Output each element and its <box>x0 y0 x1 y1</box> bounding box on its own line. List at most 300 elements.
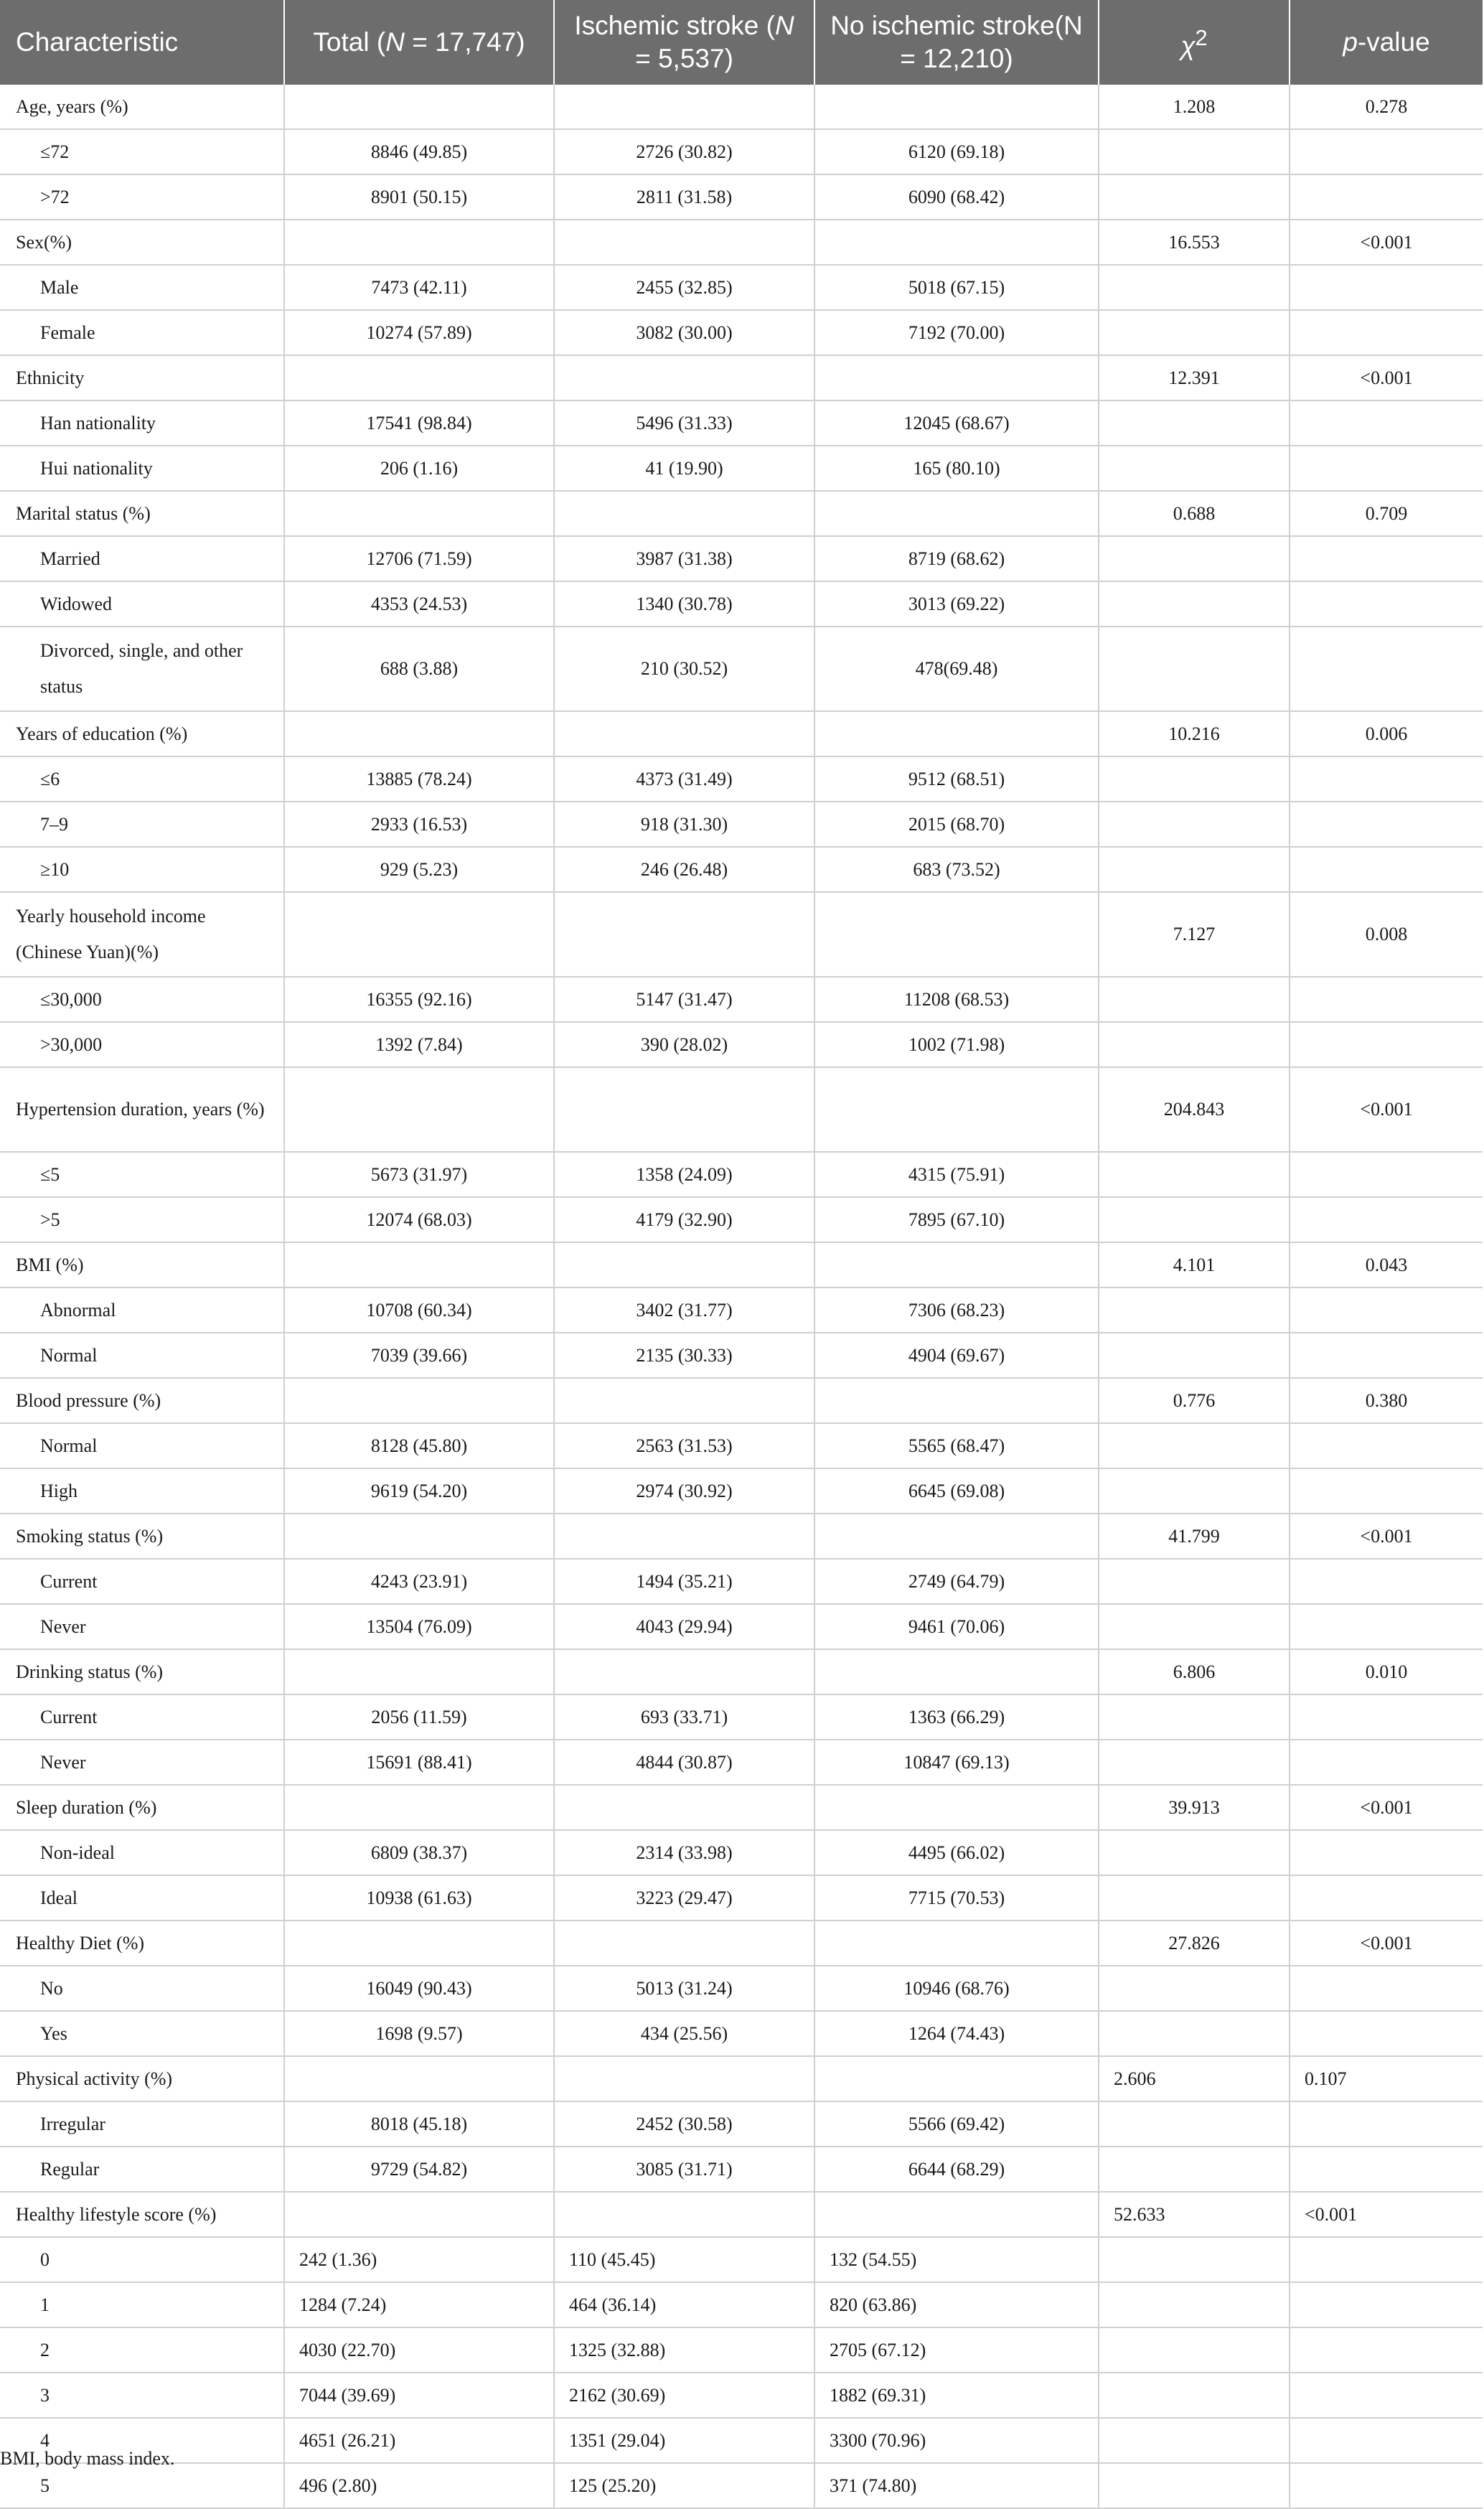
cell-p-value <box>1290 2327 1483 2373</box>
cell-total <box>284 220 554 265</box>
cell-total: 7039 (39.66) <box>284 1333 554 1378</box>
cell-total <box>284 1649 554 1694</box>
cell-chi-square <box>1099 627 1290 711</box>
cell-total: 2933 (16.53) <box>284 802 554 847</box>
cell-total: 688 (3.88) <box>284 627 554 711</box>
cell-chi-square <box>1099 1152 1290 1197</box>
cell-no-ischemic-stroke: 6645 (69.08) <box>814 1468 1099 1514</box>
cell-ischemic-stroke: 3085 (31.71) <box>554 2147 814 2192</box>
cell-no-ischemic-stroke: 1882 (69.31) <box>814 2373 1099 2418</box>
cell-chi-square: 52.633 <box>1099 2192 1290 2237</box>
cell-total: 1392 (7.84) <box>284 1022 554 1067</box>
cell-characteristic: Married <box>0 536 284 581</box>
cell-p-value: 0.006 <box>1290 711 1483 756</box>
table-row <box>0 1830 1483 1875</box>
cell-ischemic-stroke: 2314 (33.98) <box>554 1830 814 1875</box>
cell-chi-square <box>1099 1740 1290 1785</box>
cell-ischemic-stroke: 4373 (31.49) <box>554 756 814 802</box>
cell-total: 8901 (50.15) <box>284 174 554 220</box>
table-row <box>0 2147 1483 2192</box>
table-row <box>0 1740 1483 1785</box>
table-row <box>0 756 1483 802</box>
cell-p-value <box>1290 1333 1483 1378</box>
cell-ischemic-stroke <box>554 1514 814 1559</box>
cell-chi-square <box>1099 1333 1290 1378</box>
cell-characteristic: >5 <box>0 1197 284 1242</box>
cell-characteristic: 1 <box>0 2282 284 2327</box>
cell-chi-square <box>1099 847 1290 892</box>
cell-chi-square <box>1099 446 1290 491</box>
cell-chi-square <box>1099 1694 1290 1740</box>
cell-total: 1698 (9.57) <box>284 2011 554 2056</box>
cell-total: 4651 (26.21) <box>284 2418 554 2463</box>
table-row <box>0 1067 1483 1152</box>
cell-ischemic-stroke: 3987 (31.38) <box>554 536 814 581</box>
cell-ischemic-stroke: 110 (45.45) <box>554 2237 814 2282</box>
cell-ischemic-stroke: 2452 (30.58) <box>554 2101 814 2147</box>
table-row <box>0 1242 1483 1288</box>
cell-p-value: <0.001 <box>1290 220 1483 265</box>
cell-p-value <box>1290 2101 1483 2147</box>
cell-ischemic-stroke: 3223 (29.47) <box>554 1875 814 1921</box>
cell-ischemic-stroke: 5496 (31.33) <box>554 400 814 446</box>
cell-no-ischemic-stroke: 7895 (67.10) <box>814 1197 1099 1242</box>
cell-ischemic-stroke: 2563 (31.53) <box>554 1423 814 1468</box>
cell-characteristic: >30,000 <box>0 1022 284 1067</box>
table-row <box>0 2463 1483 2508</box>
cell-total: 1284 (7.24) <box>284 2282 554 2327</box>
table-row <box>0 2011 1483 2056</box>
cell-p-value: 0.010 <box>1290 1649 1483 1694</box>
cell-ischemic-stroke <box>554 85 814 129</box>
cell-p-value <box>1290 310 1483 355</box>
cell-no-ischemic-stroke: 132 (54.55) <box>814 2237 1099 2282</box>
cell-chi-square <box>1099 2327 1290 2373</box>
cell-p-value <box>1290 627 1483 711</box>
table-row <box>0 892 1483 977</box>
cell-ischemic-stroke: 2726 (30.82) <box>554 129 814 174</box>
cell-chi-square <box>1099 265 1290 310</box>
cell-ischemic-stroke: 434 (25.56) <box>554 2011 814 2056</box>
cell-chi-square <box>1099 1830 1290 1875</box>
cell-characteristic: Age, years (%) <box>0 85 284 129</box>
cell-no-ischemic-stroke <box>814 711 1099 756</box>
cell-ischemic-stroke: 210 (30.52) <box>554 627 814 711</box>
cell-p-value <box>1290 756 1483 802</box>
cell-ischemic-stroke <box>554 1785 814 1830</box>
cell-chi-square <box>1099 1197 1290 1242</box>
cell-ischemic-stroke: 464 (36.14) <box>554 2282 814 2327</box>
cell-no-ischemic-stroke <box>814 2192 1099 2237</box>
header-p-value: p-value <box>1290 0 1483 85</box>
table-row <box>0 1604 1483 1649</box>
cell-total: 10708 (60.34) <box>284 1288 554 1333</box>
cell-no-ischemic-stroke: 9512 (68.51) <box>814 756 1099 802</box>
cell-no-ischemic-stroke: 2705 (67.12) <box>814 2327 1099 2373</box>
cell-characteristic: 2 <box>0 2327 284 2373</box>
cell-no-ischemic-stroke <box>814 1921 1099 1966</box>
cell-total <box>284 491 554 536</box>
table-header <box>0 0 1483 85</box>
cell-ischemic-stroke: 693 (33.71) <box>554 1694 814 1740</box>
cell-characteristic: ≤5 <box>0 1152 284 1197</box>
cell-characteristic: >72 <box>0 174 284 220</box>
cell-no-ischemic-stroke <box>814 220 1099 265</box>
table-row <box>0 220 1483 265</box>
cell-characteristic: Yearly household income (Chinese Yuan)(%) <box>0 892 284 977</box>
table-footnote: BMI, body mass index. <box>0 2448 175 2469</box>
table-row <box>0 711 1483 756</box>
cell-total: 10938 (61.63) <box>284 1875 554 1921</box>
table-row <box>0 536 1483 581</box>
cell-total <box>284 1921 554 1966</box>
cell-characteristic: High <box>0 1468 284 1514</box>
cell-chi-square: 2.606 <box>1099 2056 1290 2101</box>
cell-p-value <box>1290 1022 1483 1067</box>
cell-no-ischemic-stroke: 7715 (70.53) <box>814 1875 1099 1921</box>
cell-no-ischemic-stroke: 8719 (68.62) <box>814 536 1099 581</box>
cell-p-value <box>1290 1740 1483 1785</box>
cell-characteristic: Hypertension duration, years (%) <box>0 1067 284 1152</box>
cell-characteristic: Years of education (%) <box>0 711 284 756</box>
cell-ischemic-stroke <box>554 1242 814 1288</box>
cell-chi-square: 0.688 <box>1099 491 1290 536</box>
cell-ischemic-stroke <box>554 1921 814 1966</box>
cell-p-value: <0.001 <box>1290 2192 1483 2237</box>
cell-characteristic: Sex(%) <box>0 220 284 265</box>
cell-p-value <box>1290 977 1483 1022</box>
cell-chi-square: 204.843 <box>1099 1067 1290 1152</box>
cell-chi-square: 16.553 <box>1099 220 1290 265</box>
table-row <box>0 1785 1483 1830</box>
cell-characteristic: Never <box>0 1604 284 1649</box>
table-row <box>0 2327 1483 2373</box>
table-row <box>0 802 1483 847</box>
cell-ischemic-stroke: 2811 (31.58) <box>554 174 814 220</box>
cell-characteristic: Current <box>0 1694 284 1740</box>
cell-total: 4353 (24.53) <box>284 581 554 627</box>
cell-p-value: 0.107 <box>1290 2056 1483 2101</box>
cell-no-ischemic-stroke: 820 (63.86) <box>814 2282 1099 2327</box>
cell-characteristic: Ideal <box>0 1875 284 1921</box>
cell-chi-square: 4.101 <box>1099 1242 1290 1288</box>
header-row <box>0 0 1483 85</box>
cell-total: 17541 (98.84) <box>284 400 554 446</box>
cell-characteristic: BMI (%) <box>0 1242 284 1288</box>
cell-no-ischemic-stroke: 4495 (66.02) <box>814 1830 1099 1875</box>
table-row <box>0 2282 1483 2327</box>
table-row <box>0 1197 1483 1242</box>
cell-total <box>284 2056 554 2101</box>
cell-no-ischemic-stroke <box>814 892 1099 977</box>
cell-characteristic: ≤72 <box>0 129 284 174</box>
cell-characteristic: Normal <box>0 1333 284 1378</box>
cell-p-value: 0.043 <box>1290 1242 1483 1288</box>
cell-ischemic-stroke: 4844 (30.87) <box>554 1740 814 1785</box>
cell-total: 6809 (38.37) <box>284 1830 554 1875</box>
cell-total: 12074 (68.03) <box>284 1197 554 1242</box>
cell-total: 2056 (11.59) <box>284 1694 554 1740</box>
cell-chi-square <box>1099 2237 1290 2282</box>
cell-total: 10274 (57.89) <box>284 310 554 355</box>
cell-total: 206 (1.16) <box>284 446 554 491</box>
cell-chi-square: 41.799 <box>1099 1514 1290 1559</box>
cell-characteristic: 7–9 <box>0 802 284 847</box>
table-row <box>0 1875 1483 1921</box>
cell-no-ischemic-stroke: 6120 (69.18) <box>814 129 1099 174</box>
cell-characteristic: Non-ideal <box>0 1830 284 1875</box>
cell-ischemic-stroke: 1494 (35.21) <box>554 1559 814 1604</box>
cell-characteristic: Never <box>0 1740 284 1785</box>
cell-characteristic: ≤6 <box>0 756 284 802</box>
table-row <box>0 1559 1483 1604</box>
cell-characteristic: 4 <box>0 2418 284 2463</box>
cell-total: 16049 (90.43) <box>284 1966 554 2011</box>
cell-no-ischemic-stroke: 6644 (68.29) <box>814 2147 1099 2192</box>
cell-p-value <box>1290 2147 1483 2192</box>
cell-p-value <box>1290 2418 1483 2463</box>
cell-characteristic: Female <box>0 310 284 355</box>
cell-p-value <box>1290 2011 1483 2056</box>
cell-total: 15691 (88.41) <box>284 1740 554 1785</box>
cell-p-value <box>1290 1152 1483 1197</box>
cell-ischemic-stroke <box>554 892 814 977</box>
cell-chi-square <box>1099 2101 1290 2147</box>
cell-no-ischemic-stroke <box>814 85 1099 129</box>
cell-no-ischemic-stroke: 5566 (69.42) <box>814 2101 1099 2147</box>
cell-no-ischemic-stroke: 4315 (75.91) <box>814 1152 1099 1197</box>
table-row <box>0 1966 1483 2011</box>
cell-p-value <box>1290 1875 1483 1921</box>
cell-ischemic-stroke <box>554 711 814 756</box>
cell-characteristic: Sleep duration (%) <box>0 1785 284 1830</box>
cell-characteristic: 0 <box>0 2237 284 2282</box>
table-row <box>0 1333 1483 1378</box>
cell-characteristic: Han nationality <box>0 400 284 446</box>
cell-ischemic-stroke <box>554 1378 814 1423</box>
cell-no-ischemic-stroke: 478(69.48) <box>814 627 1099 711</box>
cell-p-value <box>1290 536 1483 581</box>
table-row <box>0 491 1483 536</box>
cell-chi-square <box>1099 536 1290 581</box>
cell-chi-square: 1.208 <box>1099 85 1290 129</box>
cell-no-ischemic-stroke: 5565 (68.47) <box>814 1423 1099 1468</box>
table-body <box>0 85 1483 2508</box>
header-total: Total (N = 17,747) <box>284 0 554 85</box>
table-row <box>0 265 1483 310</box>
cell-total <box>284 892 554 977</box>
cell-chi-square: 7.127 <box>1099 892 1290 977</box>
cell-p-value: <0.001 <box>1290 1921 1483 1966</box>
cell-characteristic: 3 <box>0 2373 284 2418</box>
cell-ischemic-stroke: 1340 (30.78) <box>554 581 814 627</box>
cell-ischemic-stroke <box>554 355 814 400</box>
cell-no-ischemic-stroke <box>814 1242 1099 1288</box>
cell-no-ischemic-stroke: 5018 (67.15) <box>814 265 1099 310</box>
cell-no-ischemic-stroke: 1264 (74.43) <box>814 2011 1099 2056</box>
header-no-ischemic-stroke: No ischemic stroke(N = 12,210) <box>814 0 1099 85</box>
cell-characteristic: Ethnicity <box>0 355 284 400</box>
cell-no-ischemic-stroke <box>814 1785 1099 1830</box>
cell-characteristic: Hui nationality <box>0 446 284 491</box>
cell-p-value <box>1290 174 1483 220</box>
cell-total: 5673 (31.97) <box>284 1152 554 1197</box>
table-row <box>0 1152 1483 1197</box>
cell-ischemic-stroke: 1351 (29.04) <box>554 2418 814 2463</box>
cell-total <box>284 711 554 756</box>
cell-chi-square <box>1099 310 1290 355</box>
cell-p-value <box>1290 1197 1483 1242</box>
cell-p-value <box>1290 1423 1483 1468</box>
cell-ischemic-stroke: 125 (25.20) <box>554 2463 814 2508</box>
cell-p-value <box>1290 847 1483 892</box>
cell-no-ischemic-stroke: 2015 (68.70) <box>814 802 1099 847</box>
cell-no-ischemic-stroke: 4904 (69.67) <box>814 1333 1099 1378</box>
cell-p-value <box>1290 2373 1483 2418</box>
cell-total: 8018 (45.18) <box>284 2101 554 2147</box>
cell-ischemic-stroke: 390 (28.02) <box>554 1022 814 1067</box>
cell-ischemic-stroke: 3082 (30.00) <box>554 310 814 355</box>
cell-total: 13885 (78.24) <box>284 756 554 802</box>
cell-no-ischemic-stroke <box>814 1067 1099 1152</box>
cell-characteristic: Blood pressure (%) <box>0 1378 284 1423</box>
table-row <box>0 1649 1483 1694</box>
cell-no-ischemic-stroke <box>814 1378 1099 1423</box>
cell-no-ischemic-stroke: 11208 (68.53) <box>814 977 1099 1022</box>
cell-no-ischemic-stroke <box>814 1649 1099 1694</box>
cell-no-ischemic-stroke <box>814 2056 1099 2101</box>
cell-ischemic-stroke: 2455 (32.85) <box>554 265 814 310</box>
table-row <box>0 1378 1483 1423</box>
cell-no-ischemic-stroke: 7192 (70.00) <box>814 310 1099 355</box>
cell-characteristic: Smoking status (%) <box>0 1514 284 1559</box>
cell-total <box>284 355 554 400</box>
cell-ischemic-stroke <box>554 491 814 536</box>
cell-p-value <box>1290 1966 1483 2011</box>
cell-total: 12706 (71.59) <box>284 536 554 581</box>
table-row <box>0 310 1483 355</box>
cell-no-ischemic-stroke: 10946 (68.76) <box>814 1966 1099 2011</box>
cell-p-value <box>1290 129 1483 174</box>
cell-ischemic-stroke: 2162 (30.69) <box>554 2373 814 2418</box>
table-row <box>0 1921 1483 1966</box>
cell-total: 9619 (54.20) <box>284 1468 554 1514</box>
cell-no-ischemic-stroke: 7306 (68.23) <box>814 1288 1099 1333</box>
cell-no-ischemic-stroke: 6090 (68.42) <box>814 174 1099 220</box>
cell-chi-square: 6.806 <box>1099 1649 1290 1694</box>
cell-total <box>284 85 554 129</box>
cell-chi-square <box>1099 129 1290 174</box>
table-row <box>0 1423 1483 1468</box>
cell-chi-square <box>1099 1022 1290 1067</box>
cell-characteristic: Abnormal <box>0 1288 284 1333</box>
cell-ischemic-stroke: 246 (26.48) <box>554 847 814 892</box>
cell-ischemic-stroke: 4179 (32.90) <box>554 1197 814 1242</box>
cell-ischemic-stroke: 918 (31.30) <box>554 802 814 847</box>
cell-p-value: <0.001 <box>1290 1514 1483 1559</box>
cell-characteristic: Marital status (%) <box>0 491 284 536</box>
cell-ischemic-stroke: 2135 (30.33) <box>554 1333 814 1378</box>
cell-total <box>284 1378 554 1423</box>
cell-total <box>284 1514 554 1559</box>
cell-chi-square <box>1099 1288 1290 1333</box>
cell-no-ischemic-stroke: 10847 (69.13) <box>814 1740 1099 1785</box>
table-row <box>0 1468 1483 1514</box>
cell-chi-square <box>1099 1966 1290 2011</box>
cell-chi-square <box>1099 1468 1290 1514</box>
cell-characteristic: Regular <box>0 2147 284 2192</box>
cell-characteristic: Normal <box>0 1423 284 1468</box>
cell-total <box>284 1785 554 1830</box>
table-row <box>0 581 1483 627</box>
table-row <box>0 2192 1483 2237</box>
cell-p-value: 0.278 <box>1290 85 1483 129</box>
cell-p-value <box>1290 1694 1483 1740</box>
cell-total: 7044 (39.69) <box>284 2373 554 2418</box>
cell-chi-square <box>1099 2011 1290 2056</box>
table-row <box>0 355 1483 400</box>
table-row <box>0 174 1483 220</box>
cell-no-ischemic-stroke <box>814 1514 1099 1559</box>
cell-p-value <box>1290 581 1483 627</box>
table-row <box>0 977 1483 1022</box>
cell-ischemic-stroke: 5013 (31.24) <box>554 1966 814 2011</box>
cell-characteristic: Current <box>0 1559 284 1604</box>
cell-chi-square <box>1099 2282 1290 2327</box>
cell-no-ischemic-stroke: 3300 (70.96) <box>814 2418 1099 2463</box>
cell-ischemic-stroke <box>554 1067 814 1152</box>
table-row <box>0 400 1483 446</box>
cell-chi-square <box>1099 2418 1290 2463</box>
header-characteristic: Characteristic <box>0 0 284 85</box>
header-ischemic-stroke: Ischemic stroke (N = 5,537) <box>554 0 814 85</box>
table-row <box>0 2101 1483 2147</box>
cell-p-value <box>1290 2282 1483 2327</box>
cell-chi-square: 27.826 <box>1099 1921 1290 1966</box>
cell-total <box>284 1242 554 1288</box>
cell-characteristic: Yes <box>0 2011 284 2056</box>
cell-no-ischemic-stroke: 1002 (71.98) <box>814 1022 1099 1067</box>
cell-total <box>284 2192 554 2237</box>
table-row <box>0 1514 1483 1559</box>
cell-p-value <box>1290 1604 1483 1649</box>
cell-total: 7473 (42.11) <box>284 265 554 310</box>
cell-p-value: 0.008 <box>1290 892 1483 977</box>
cell-characteristic: Drinking status (%) <box>0 1649 284 1694</box>
cell-no-ischemic-stroke: 12045 (68.67) <box>814 400 1099 446</box>
cell-p-value: <0.001 <box>1290 1067 1483 1152</box>
cell-p-value: 0.380 <box>1290 1378 1483 1423</box>
cell-chi-square: 12.391 <box>1099 355 1290 400</box>
cell-ischemic-stroke: 41 (19.90) <box>554 446 814 491</box>
cell-p-value <box>1290 1830 1483 1875</box>
cell-p-value <box>1290 1288 1483 1333</box>
table-row <box>0 1022 1483 1067</box>
cell-total: 16355 (92.16) <box>284 977 554 1022</box>
cell-total: 242 (1.36) <box>284 2237 554 2282</box>
table-row <box>0 85 1483 129</box>
cell-no-ischemic-stroke: 2749 (64.79) <box>814 1559 1099 1604</box>
cell-chi-square <box>1099 174 1290 220</box>
cell-characteristic: Healthy lifestyle score (%) <box>0 2192 284 2237</box>
cell-ischemic-stroke <box>554 220 814 265</box>
cell-p-value <box>1290 2237 1483 2282</box>
cell-characteristic: ≥10 <box>0 847 284 892</box>
cell-characteristic: Healthy Diet (%) <box>0 1921 284 1966</box>
cell-characteristic: Irregular <box>0 2101 284 2147</box>
cell-total: 4243 (23.91) <box>284 1559 554 1604</box>
table-row <box>0 1694 1483 1740</box>
